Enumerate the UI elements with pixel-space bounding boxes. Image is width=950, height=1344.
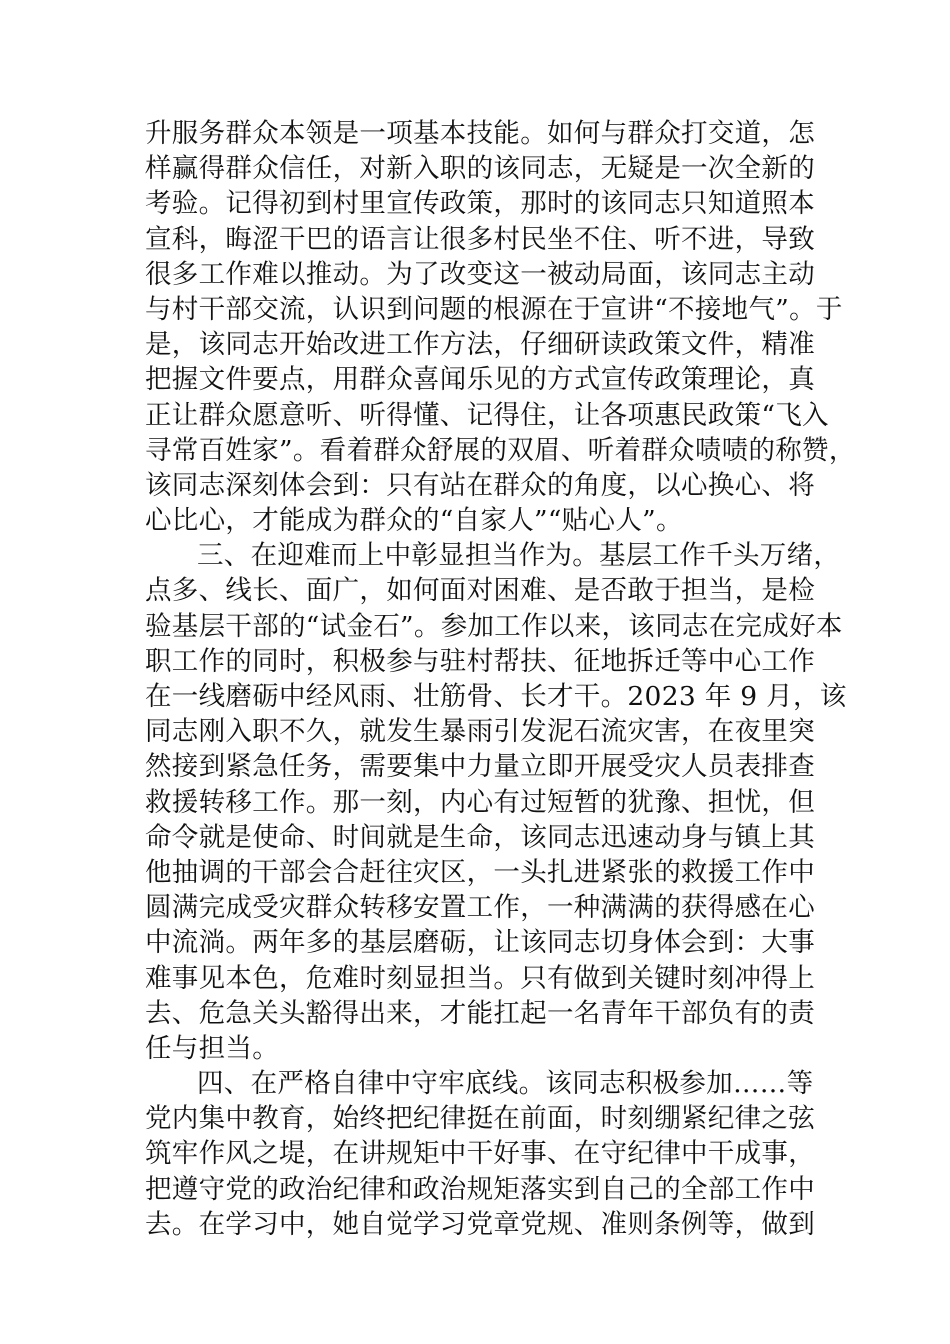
text-line: 然接到紧急任务，需要集中力量立即开展受灾人员表排查 <box>145 751 815 783</box>
text-line: 去。在学习中，她自觉学习党章党规、准则条例等，做到 <box>145 1208 815 1240</box>
text-line: 宣科，晦涩干巴的语言让很多村民坐不住、听不进，导致 <box>145 223 815 255</box>
text-line: 筑牢作风之堤，在讲规矩中干好事、在守纪律中干成事， <box>145 1138 815 1170</box>
text-line: 是，该同志开始改进工作方法，仔细研读政策文件，精准 <box>145 329 815 361</box>
text-line: 中流淌。两年多的基层磨砺，让该同志切身体会到：大事 <box>145 927 815 959</box>
text-line: 他抽调的干部会合赶往灾区，一头扎进紧张的救援工作中 <box>145 856 815 888</box>
paragraph-start-line: 四、在严格自律中守牢底线。该同志积极参加……等 <box>197 1068 814 1100</box>
text-line: 寻常百姓家”。看着群众舒展的双眉、听着群众啧啧的称赞， <box>145 434 856 466</box>
text-line: 该同志深刻体会到：只有站在群众的角度，以心换心、将 <box>145 469 815 501</box>
text-line: 把握文件要点，用群众喜闻乐见的方式宣传政策理论，真 <box>145 364 815 396</box>
text-line: 很多工作难以推动。为了改变这一被动局面，该同志主动 <box>145 258 815 290</box>
text-line: 考验。记得初到村里宣传政策，那时的该同志只知道照本 <box>145 188 815 220</box>
text-line: 任与担当。 <box>145 1032 279 1064</box>
text-line: 把遵守党的政治纪律和政治规矩落实到自己的全部工作中 <box>145 1173 815 1205</box>
paragraph-start-line: 三、在迎难而上中彰显担当作为。基层工作千头万绪， <box>197 540 841 572</box>
text-line: 正让群众愿意听、听得懂、记得住，让各项惠民政策“飞入 <box>145 399 829 431</box>
text-line: 点多、线长、面广，如何面对困难、是否敢于担当，是检 <box>145 575 815 607</box>
text-line: 救援转移工作。那一刻，内心有过短暂的犹豫、担忧，但 <box>145 786 815 818</box>
text-line: 验基层干部的“试金石”。参加工作以来，该同志在完成好本 <box>145 610 843 642</box>
document-body <box>145 116 856 1242</box>
text-line: 命令就是使命、时间就是生命，该同志迅速动身与镇上其 <box>145 821 815 853</box>
text-line: 难事见本色，危难时刻显担当。只有做到关键时刻冲得上 <box>145 962 815 994</box>
text-line: 去、危急关头豁得出来，才能扛起一名青年干部负有的责 <box>145 997 815 1029</box>
text-line: 党内集中教育，始终把纪律挺在前面，时刻绷紧纪律之弦 <box>145 1103 815 1135</box>
text-line: 升服务群众本领是一项基本技能。如何与群众打交道，怎 <box>145 118 815 149</box>
text-line: 职工作的同时，积极参与驻村帮扶、征地拆迁等中心工作 <box>145 645 815 677</box>
text-line: 圆满完成受灾群众转移安置工作，一种满满的获得感在心 <box>145 892 815 924</box>
text-line: 心比心，才能成为群众的“自家人”“贴心人”。 <box>145 505 683 537</box>
text-line: 在一线磨砺中经风雨、壮筋骨、长才干。2023 年 9 月，该 <box>145 681 847 712</box>
text-line: 与村干部交流，认识到问题的根源在于宣讲“不接地气”。于 <box>145 293 843 325</box>
text-line: 样赢得群众信任，对新入职的该同志，无疑是一次全新的 <box>145 153 815 185</box>
text-line: 同志刚入职不久，就发生暴雨引发泥石流灾害，在夜里突 <box>145 716 815 748</box>
